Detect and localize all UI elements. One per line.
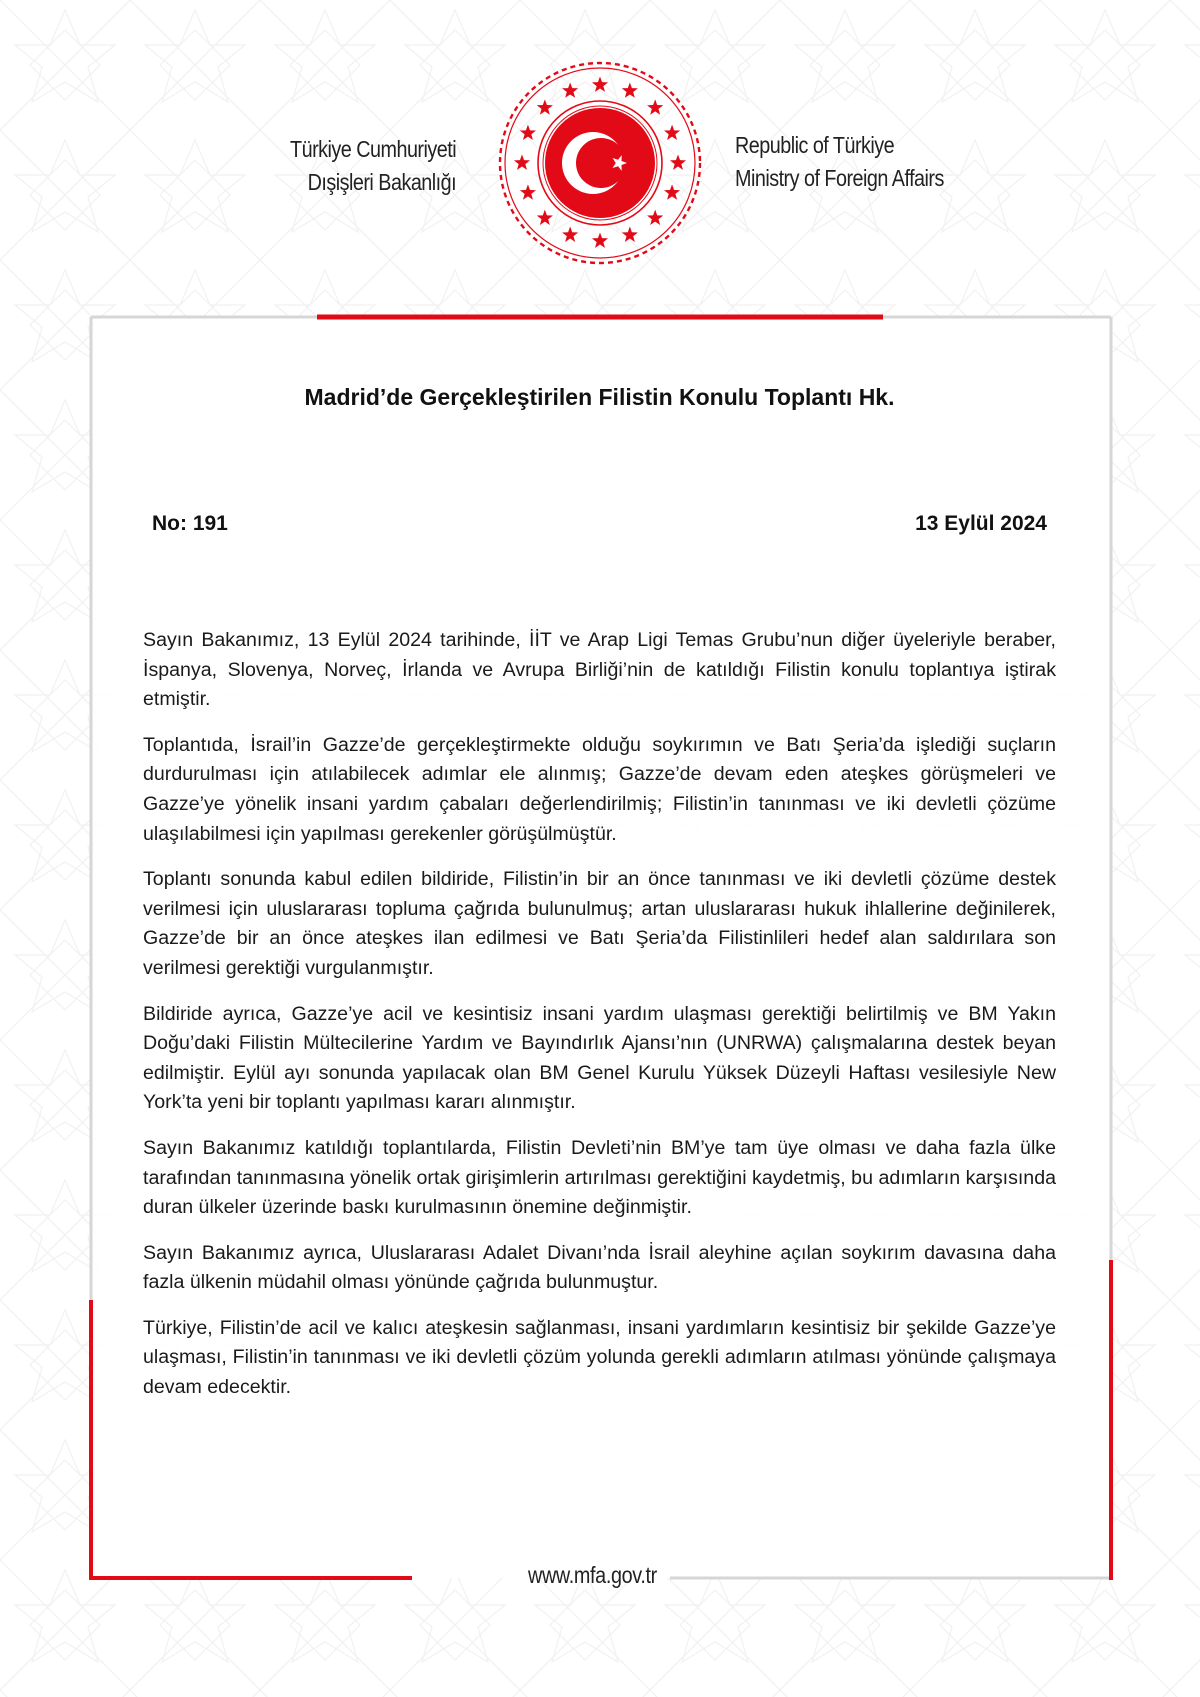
- emblem-ring-star-icon: [537, 210, 553, 225]
- emblem-ring-star-icon: [622, 82, 638, 97]
- ministry-name-english: [735, 129, 944, 195]
- body-paragraph: Türkiye, Filistin’de acil ve kalıcı ateşkesin sağlanması, insani yardımların kesintisiz bir şekilde Gazze’ye ulaşması, Filistin’in tanınması ve iki devletli çözüm yolunda gerekli adımların atılması yönünde çalışmaya devam edecektir.: [143, 1316, 1056, 1399]
- emblem-ring-star-icon: [592, 77, 608, 92]
- footer-website-link[interactable]: www.mfa.gov.tr: [528, 1562, 657, 1588]
- header-left-line2: Dışişleri Bakanlığı: [307, 169, 456, 195]
- emblem-ring-star-icon: [520, 125, 536, 140]
- body-paragraph: Toplantı sonunda kabul edilen bildiride, Filistin’in bir an önce tanınması ve iki devletli çözüme destek verilmesi için uluslararası topluma çağrıda bulunulmuş; artan uluslararası hukuk ihlallerine değinilerek, Gazze’de bir an önce ateşkes ilan edilmesi ve Batı Şeria’da Filistinlileri hedef alan saldırılara son verilmesi gerektiği vurgulanmıştır.: [143, 868, 1056, 979]
- body-paragraph: Toplantıda, İsrail’in Gazze’de gerçekleştirmekte olduğu soykırımın ve Batı Şeria’da işlediği suçların durdurulması için atılabilecek adımlar ele alınmış; Gazze’de devam eden ateşkes görüşmeleri ve Gazze’ye yönelik insani yardım çabaları değerlendirilmiş; Filistin’in tanınması ve iki devletli çözüme ulaşılabilmesi için yapılması gerekenler görüşülmüştür.: [143, 733, 1056, 845]
- body-paragraph: Sayın Bakanımız katıldığı toplantılarda, Filistin Devleti’nin BM’ye tam üye olması ve daha fazla ülke tarafından tanınmasına yönelik ortak girişimlerin artırılması gerektiğini kaydetmiş, bu adımların karşısında duran ülkeler üzerinde baskı kurulmasının önemine değinmiştir.: [143, 1136, 1056, 1219]
- emblem-ring-star-icon: [647, 99, 663, 114]
- emblem-ring-star-icon: [562, 227, 578, 242]
- document-date: 13 Eylül 2024: [915, 512, 1047, 535]
- emblem-ring-star-icon: [520, 184, 536, 199]
- emblem-ring-star-icon: [664, 184, 680, 199]
- header-left-line1: Türkiye Cumhuriyeti: [289, 136, 456, 162]
- document-number: No: 191: [152, 512, 228, 535]
- header-right-line1: Republic of Türkiye: [735, 132, 895, 158]
- crescent-star-emblem-icon: [497, 60, 703, 266]
- emblem-ring-star-icon: [647, 210, 663, 225]
- emblem-ring-star-icon: [664, 125, 680, 140]
- document-body: [143, 626, 1056, 1419]
- emblem-ring-star-icon: [562, 82, 578, 97]
- emblem-ring-star-icon: [537, 99, 553, 114]
- body-paragraph: Sayın Bakanımız ayrıca, Uluslararası Adalet Divanı’nda İsrail aleyhine açılan soykırım davasına daha fazla ülkenin müdahil olması yönünde çağrıda bulunmuştur.: [143, 1241, 1056, 1294]
- ministry-name-turkish: [290, 133, 456, 199]
- emblem-ring-star-icon: [592, 233, 608, 248]
- emblem-ring-star-icon: [670, 155, 686, 170]
- body-paragraph: Sayın Bakanımız, 13 Eylül 2024 tarihinde, İİT ve Arap Ligi Temas Grubu’nun diğer üyeleriyle beraber, İspanya, Slovenya, Norveç, İrlanda ve Avrupa Birliği’nin de katıldığı Filistin konulu toplantıya iştirak etmiştir.: [143, 629, 1056, 711]
- emblem-ring-star-icon: [622, 227, 638, 242]
- header-right-line2: Ministry of Foreign Affairs: [735, 165, 944, 191]
- emblem-ring-star-icon: [514, 155, 530, 170]
- body-paragraph: Bildiride ayrıca, Gazze’ye acil ve kesintisiz insani yardım ulaşması gerektiği belirtilmiş ve BM Yakın Doğu’daki Filistin Mültecilerine Yardım ve Bayındırlık Ajansı’nın (UNRWA) çalışmalarına destek beyan edilmiştir. Eylül ayı sonunda yapılacak olan BM Genel Kurulu Yüksek Düzeyli Haftası vesilesiyle New York’ta yeni bir toplantı yapılması kararı alınmıştır.: [143, 1002, 1056, 1114]
- document-title: Madrid’de Gerçekleştirilen Filistin Konulu Toplantı Hk.: [304, 384, 895, 410]
